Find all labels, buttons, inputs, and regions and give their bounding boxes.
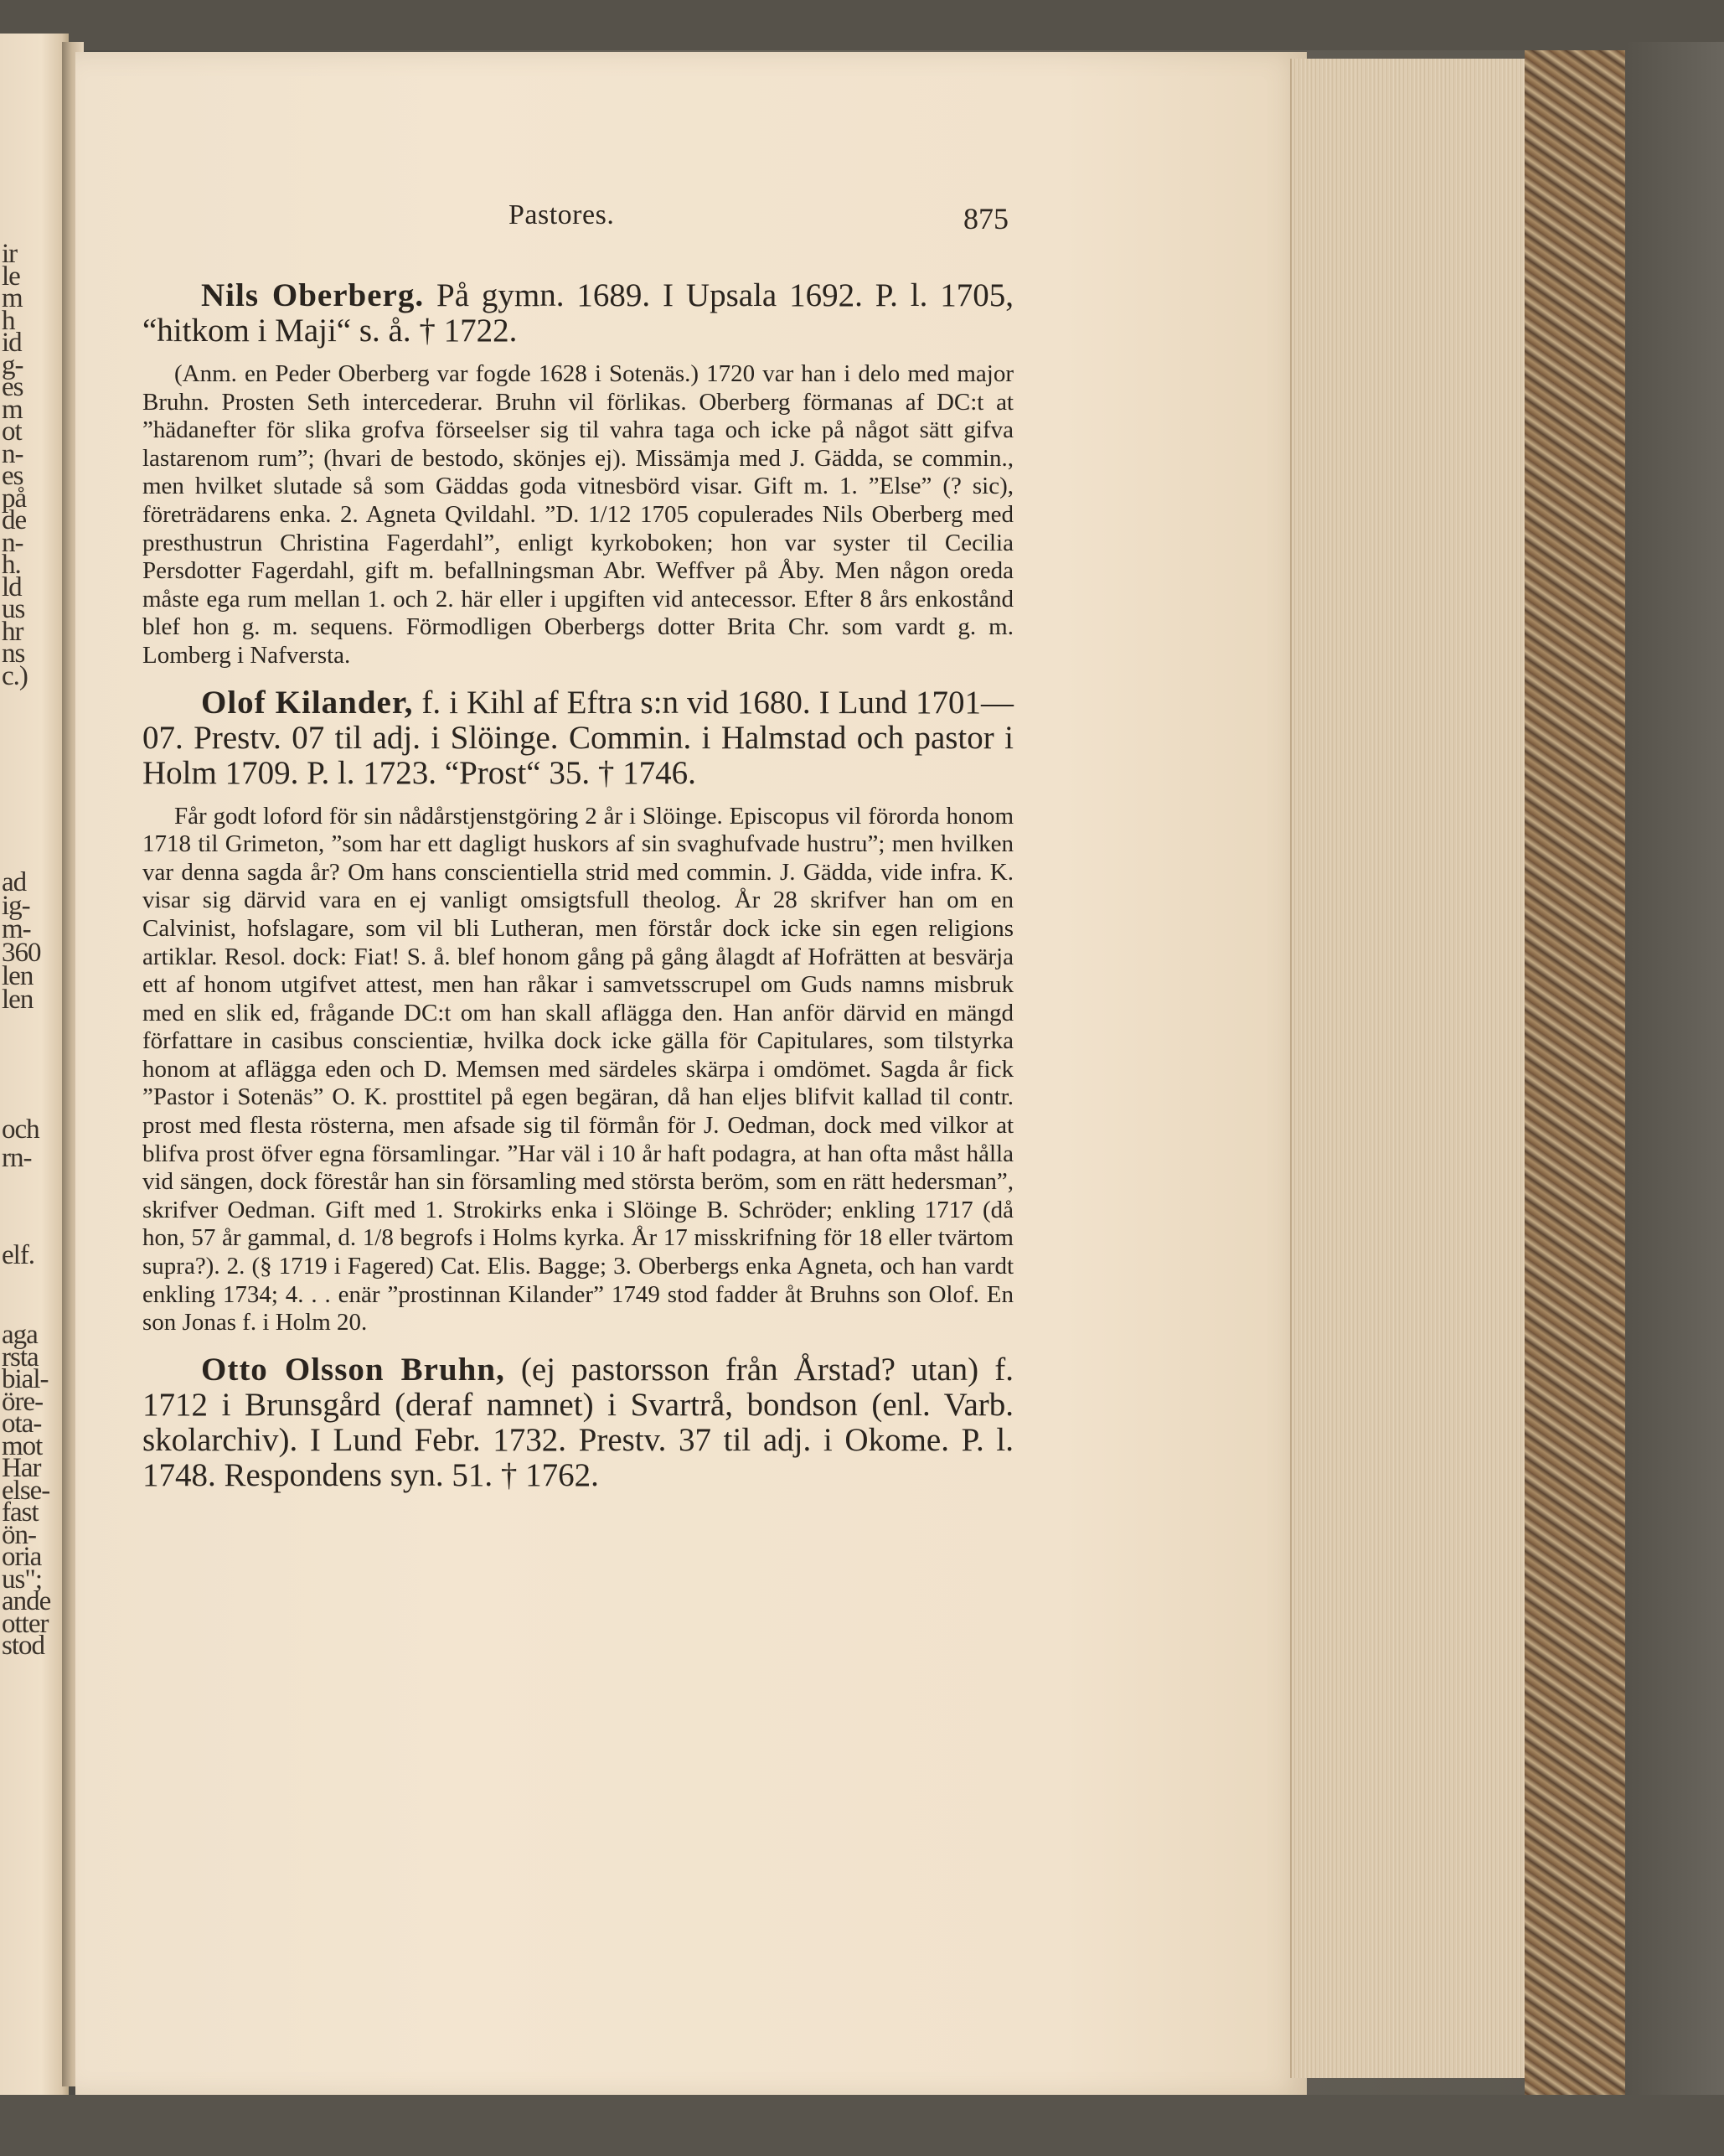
margin-fragment: 360 [2, 938, 41, 968]
entry-header-text: f. i Kihl af Eftra s:n vid 1680. I Lund 1701—07. Prestv. 07 til adj. i Slöinge. Commin. i Halmstad och pastor i Holm 1709. P. l. 1723. “Prost“ 35. † 1746. [142, 684, 1014, 791]
entry-name: Nils Oberberg. [201, 277, 425, 313]
entry-header-text: (ej pastorsson från Årstad? utan) f. 1712 i Brunsgård (deraf namnet) i Svartrå, bondson (enl. Varb. skolarchiv). I Lund Febr. 1732. Prestv. 37 til adj. i Okome. P. l. 1748. Respondens syn. 51. † 1762. [142, 1351, 1014, 1493]
margin-fragment: id [2, 328, 22, 358]
margin-fragment: le [2, 261, 20, 292]
margin-fragment: g- [2, 349, 23, 380]
margin-fragment: c.) [2, 660, 28, 691]
previous-page-edge [0, 34, 69, 2095]
margin-fragment: h [2, 305, 15, 336]
margin-fragment: ande [2, 1586, 51, 1616]
margin-fragment: stod [2, 1631, 45, 1661]
margin-fragment: Har [2, 1453, 41, 1483]
margin-fragment: h. [2, 550, 21, 580]
page-text [142, 278, 1014, 1493]
page-stack-edge [1290, 59, 1526, 2078]
margin-fragment: m [2, 283, 23, 313]
margin-fragment: ön- [2, 1519, 36, 1550]
entry-note: Får godt loford för sin nådårstjenstgöring 2 år i Slöinge. Episcopus vil förorda honom 1718 til Grimeton, ”som har ett dagligt huskors af sin svaghufvade hustru”; men hvilken var denna sagda år? Om hans conscientiella strid med commin. J. Gädda, vide infra. K. visar sig därvid vara en ej vanligt omsigtsfull theolog. År 28 skrifver han om en Calvinist, hofslagare, som vil bli Lutheran, men förstår dock icke sin egen religions artiklar. Resol. dock: Fiat! S. å. blef honom gång på gång ålagdt af Hofrätten at besvärja ett af honom utgifvet attest, men han råkar i samvetsscrupel om Guds namns misbruk med en slik ed, frågande DC:t om han skall aflägga den. Han anför därvid en mängd författare in casibus conscientiæ, hvilka dock icke gälla för Capitulares, som tilstyrka honom at aflägga eden och D. Memsen med särdeles skärpa i omdömet. Sagda år fick ”Pastor i Sotenäs” O. K. prosttitel på egen begäran, då han eljes blifvit kallad til contr. prost med flesta rösterna, men afsade sig til förmån för J. Oedman, dock med vilkor at blifva prost öfver egna församlingar. ”Har väl i 10 år haft podagra, at han ofta måst hålla vid sängen, dock förestår han sin församling med största beröm, som en rätt hedersman”, skrifver Oedman. Gift med 1. Strokirks enka i Slöinge B. Schröder; enkling 1717 (då hon, 57 år gammal, d. 1/8 begrofs i Holms kyrka. År 17 misskrifning för 18 eller tvärtom supra?). 2. (§ 1719 i Fagered) Cat. Elis. Bagge; 3. Oberbergs enka Agneta, och han vardt enkling 1734; 4. . . enär ”prostinnan Kilander” 1749 stod fadder åt Bruhns son Olof. En son Jonas f. i Holm 20. [142, 802, 1014, 1337]
entry-header-text: På gymn. 1689. I Upsala 1692. P. l. 1705, “hitkom i Maji“ s. å. † 1722. [142, 277, 1014, 349]
entry-header [142, 685, 1014, 791]
entry-kilander [142, 685, 1014, 1337]
margin-fragment: us [2, 594, 25, 624]
margin-fragment: ns [2, 639, 25, 669]
margin-fragment: oria [2, 1542, 42, 1572]
margin-fragment: rn- [2, 1143, 32, 1173]
entry-oberberg [142, 278, 1014, 670]
entry-bruhn [142, 1352, 1014, 1493]
margin-fragment: ot [2, 416, 22, 447]
margin-fragment: mot [2, 1430, 43, 1461]
page-number: 875 [963, 202, 1009, 235]
entry-header [142, 1352, 1014, 1493]
entry-name: Olof Kilander, [201, 684, 414, 721]
margin-fragment: rsta [2, 1342, 39, 1373]
margin-fragment: på [2, 483, 27, 514]
margin-fragment: fast [2, 1497, 39, 1528]
top-background [0, 0, 1724, 50]
margin-fragment: es [2, 372, 23, 402]
margin-fragment: us"; [2, 1564, 42, 1595]
margin-fragment: else- [2, 1475, 50, 1506]
running-title: Pastores. [508, 199, 615, 230]
margin-fragment: öre- [2, 1386, 44, 1417]
entry-name: Otto Olsson Bruhn, [201, 1351, 505, 1388]
margin-fragment: len [2, 961, 34, 991]
bottom-background [0, 2095, 1724, 2156]
margin-fragment: ld [2, 571, 22, 602]
margin-fragment: bial- [2, 1364, 49, 1394]
entry-header [142, 278, 1014, 349]
margin-fragment: ir [2, 239, 18, 269]
margin-fragment: m [2, 394, 23, 425]
margin-fragment: aga [2, 1320, 38, 1350]
margin-fragment: ig- [2, 891, 30, 921]
margin-fragment: elf. [2, 1240, 35, 1270]
entry-note: (Anm. en Peder Oberberg var fogde 1628 i Sotenäs.) 1720 var han i delo med major Bruhn. Prosten Seth intercederar. Bruhn vil förlikas. Oberberg förmanas af DC:t at ”hädanefter för slika grofva förseelser sig til vahra taga och icke på något sätt gifva lastarenom rum”; (hvari de bestodo, skönjes ej). Missämja med J. Gädda, se commin., men hvilket slutade så som Gäddas goda vitnesbörd visar. Gift m. 1. ”Else” (? sic), företrädarens enka. 2. Agneta Qvildahl. ”D. 1/12 1705 copulerades Nils Oberberg med presthustrun Christina Fagerdahl”, enligt kyrkoboken; hon var syster til Cecilia Persdotter Fagerdahl, gift m. befallningsman Abr. Weffver på Åby. Men någon oreda måste ega rum mellan 1. och 2. här eller i upgiften vid antecessor. Efter 8 års enkostånd blef hon g. m. sequens. Förmodligen Oberbergs dotter Brita Chr. som vardt g. m. Lomberg i Nafversta. [142, 360, 1014, 669]
margin-fragment: och [2, 1114, 39, 1145]
margin-fragment: m- [2, 914, 31, 944]
margin-fragment: n- [2, 527, 23, 558]
margin-fragment: ota- [2, 1409, 42, 1439]
margin-fragment: ad [2, 867, 27, 897]
margin-fragment: otter [2, 1608, 49, 1639]
margin-fragment: n- [2, 438, 23, 469]
book-cover-edge [1525, 50, 1625, 2103]
margin-fragment: es [2, 461, 23, 491]
margin-fragment: de [2, 505, 27, 535]
right-background [1625, 42, 1724, 2112]
margin-fragment: hr [2, 616, 23, 647]
margin-fragment: len [2, 985, 34, 1015]
